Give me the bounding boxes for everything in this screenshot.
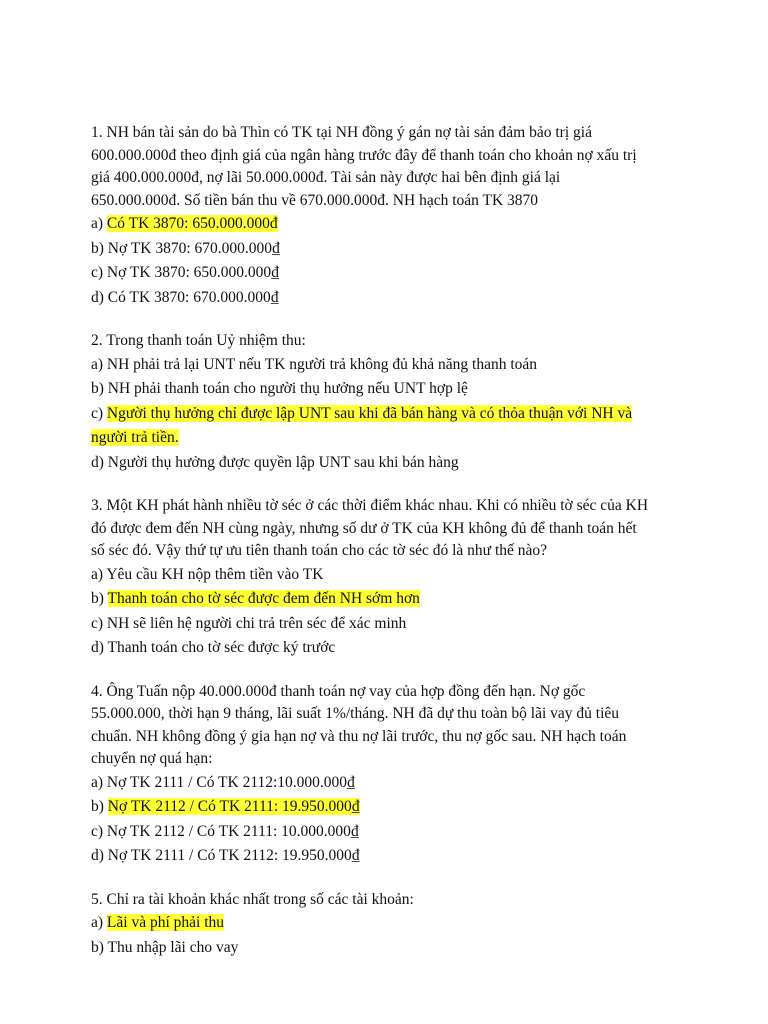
question-1-stem [91,122,691,212]
option-text-highlighted: Lãi và phí phải thu [106,914,225,931]
option-text-highlighted: người trả tiền. [91,429,179,446]
option-d [91,451,691,476]
question-4-stem [91,681,691,771]
question-3 [91,495,691,661]
option-text-highlighted: Người thụ hưởng chỉ được lập UNT sau khi đã bán hàng và có thỏa thuận với NH và [106,404,633,422]
option-label: a) [91,773,107,791]
option-c [91,612,691,637]
option-label: a) [91,565,107,583]
stem-line: 600.000.000đ theo định giá của ngân hàng trước đây để thanh toán cho khoản nợ xấu trị [91,146,637,164]
option-label: c) [91,614,107,632]
option-b [91,377,691,402]
option-text: Yêu cầu KH nộp thêm tiền vào TK [106,565,324,583]
stem-line: giá 400.000.000đ, nợ lãi 50.000.000đ. Tài sản này được hai bên định giá lại [91,169,561,186]
stem-line: chuyển nợ quá hạn: [91,750,213,767]
option-text: Nợ TK 2112 / Có TK 2111: 10.000.000₫ [106,822,359,840]
option-label: b) [91,239,108,257]
option-c [91,261,691,286]
stem-line: 2. Trong thanh toán Uỷ nhiệm thu: [91,332,306,349]
option-text: NH sẽ liên hệ người chi trả trên séc để xác minh [106,614,407,632]
question-2 [91,330,691,475]
option-b [91,587,691,612]
stem-line: 55.000.000, thời hạn 9 tháng, lãi suất 1%/tháng. NH đã dự thu toàn bộ lãi vay đủ tiêu [91,705,620,722]
stem-line: số séc đó. Vậy thứ tự ưu tiên thanh toán cho các tờ séc đó là như thế nào? [91,542,548,559]
option-text-highlighted: Nợ TK 2112 / Có TK 2111: 19.950.000₫ [107,798,360,815]
option-b [91,795,691,820]
option-text: NH phải trả lại UNT nếu TK người trả không đủ khả năng thanh toán [106,355,538,373]
option-label: b) [91,938,108,956]
stem-line: 650.000.000đ. Số tiền bán thu về 670.000.000đ. NH hạch toán TK 3870 [91,191,539,209]
option-a [91,563,691,588]
stem-line: đó được đem đến NH cùng ngày, nhưng số dư ở TK của KH không đủ để thanh toán hết [91,519,637,537]
option-label: b) [91,798,108,815]
stem-line: 3. Một KH phát hành nhiều tờ séc ở các thời điểm khác nhau. Khi có nhiều tờ séc của KH [91,497,649,514]
question-5-stem [91,889,691,912]
option-c [91,402,691,427]
option-c-continued [91,426,691,451]
option-a [91,771,691,796]
question-5 [91,889,691,961]
question-2-stem [91,330,691,353]
option-label: c) [91,404,107,422]
option-label: c) [91,264,107,281]
option-label: d) [91,639,108,656]
option-text: Có TK 3870: 670.000.000₫ [107,288,279,306]
option-label: a) [91,355,107,373]
option-label: b) [91,590,108,607]
question-3-stem [91,495,691,563]
option-d [91,844,691,869]
option-d [91,636,691,661]
option-label: d) [91,288,108,306]
question-1 [91,122,691,310]
option-label: b) [91,380,108,397]
option-text: Người thụ hưởng được quyền lập UNT sau khi bán hàng [107,453,459,471]
option-a [91,353,691,378]
option-text: Nợ TK 3870: 670.000.000₫ [107,239,280,257]
option-text: Thanh toán cho tờ séc được ký trước [107,639,336,656]
stem-line: chuẩn. NH không đồng ý gia hạn nợ và thu nợ lãi trước, thu nợ gốc sau. NH hạch toán [91,727,627,745]
option-a [91,911,691,936]
option-b [91,237,691,262]
option-text: Nợ TK 2111 / Có TK 2112:10.000.000₫ [106,773,355,791]
option-text: Thu nhập lãi cho vay [107,938,239,956]
option-text: Nợ TK 3870: 650.000.000₫ [106,264,280,281]
option-label: d) [91,453,108,471]
option-label: a) [91,215,107,232]
stem-line: 1. NH bán tài sản do bà Thìn có TK tại NH đồng ý gán nợ tài sản đảm bảo trị giá [91,124,592,141]
option-b [91,936,691,961]
option-label: a) [91,914,107,931]
document-page [91,122,691,980]
option-text-highlighted: Thanh toán cho tờ séc được đem đến NH sớm hơn [107,590,420,607]
option-label: c) [91,822,107,840]
option-c [91,820,691,845]
stem-line: 4. Ông Tuấn nộp 40.000.000đ thanh toán nợ vay của hợp đồng đến hạn. Nợ gốc [91,682,586,700]
option-text-highlighted: Có TK 3870: 650.000.000đ [106,215,278,232]
question-4 [91,681,691,869]
option-a [91,212,691,237]
stem-line: 5. Chỉ ra tài khoản khác nhất trong số các tài khoản: [91,890,414,908]
option-d [91,286,691,311]
option-label: d) [91,847,108,864]
option-text: Nợ TK 2111 / Có TK 2112: 19.950.000₫ [107,847,360,864]
option-text: NH phải thanh toán cho người thụ hưởng nếu UNT hợp lệ [107,380,468,397]
